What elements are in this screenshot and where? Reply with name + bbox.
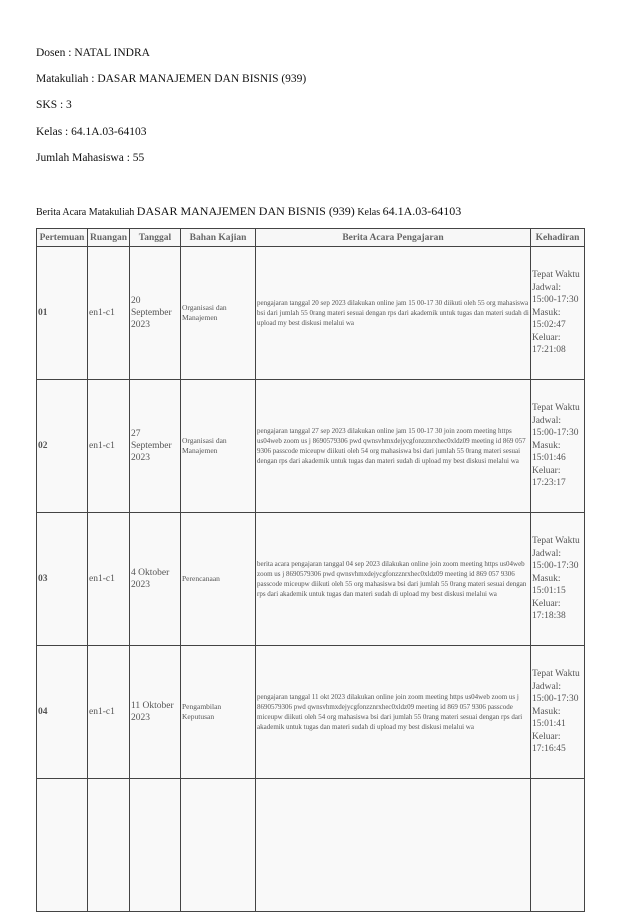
col-header-bahan-kajian: Bahan Kajian [181,229,256,247]
table-row [37,247,585,380]
cell-tanggal: 20 September 2023 [130,247,181,380]
cell-ruangan: en1-c1 [88,513,130,646]
table-row [37,646,585,779]
berita-acara-table [36,228,585,912]
cell-ruangan: en1-c1 [88,380,130,513]
cell-tanggal: 4 Oktober 2023 [130,513,181,646]
cell-kehadiran: Tepat Waktu Jadwal: 15:00-17:30 Masuk: 15:01:41 Keluar: 17:16:45 [531,646,585,779]
sks-line: SKS : 3 [36,99,72,111]
dosen-line: Dosen : NATAL INDRA [36,47,150,59]
cell-tanggal: 11 Oktober 2023 [130,646,181,779]
cell-tanggal: 27 September 2023 [130,380,181,513]
table-header-row [37,229,585,247]
col-header-pertemuan: Pertemuan [37,229,88,247]
caption-kelas: 64.1A.03-64103 [382,204,462,218]
matakuliah-line: Matakuliah : DASAR MANAJEMEN DAN BISNIS (939) [36,73,307,85]
cell-pertemuan: 03 [37,513,88,646]
cell-berita-acara: pengajaran tanggal 20 sep 2023 dilakukan online jam 15 00-17 30 diikuti oleh 55 org mahasiswa bsi dari jumlah 55 0rang materi sesuai dengan rps dari akademik untuk tugas dan materi sudah di upload my best diskusi melalui wa [256,247,531,380]
col-header-kehadiran: Kehadiran [531,229,585,247]
col-header-berita-acara: Berita Acara Pengajaran [256,229,531,247]
cell-pertemuan: 01 [37,247,88,380]
caption-prefix: Berita Acara Matakuliah [36,207,137,218]
caption-matakuliah: DASAR MANAJEMEN DAN BISNIS (939) [136,204,355,218]
cell-kehadiran: Tepat Waktu Jadwal: 15:00-17:30 Masuk: 15:02:47 Keluar: 17:21:08 [531,247,585,380]
col-header-ruangan: Ruangan [88,229,130,247]
col-header-tanggal: Tanggal [130,229,181,247]
cell-berita-acara: pengajaran tanggal 27 sep 2023 dilakukan online jam 15 00-17 30 join zoom meeting https us04web zoom us j 8690579306 pwd qwnsvhmxdejycgfonzznrxhec0xldz09 meeting id 869 057 9306 passcode miceupw diikuti oleh 54 org mahasiswa bsi dari jumlah 55 0rang materi sesuai dengan rps dari akademik untuk tugas dan materi sudah di upload my best diskusi melalui wa [256,380,531,513]
cell-kehadiran: Tepat Waktu Jadwal: 15:00-17:30 Masuk: 15:01:15 Keluar: 17:18:38 [531,513,585,646]
cell-bahan-kajian: Organisasi dan Manajemen [181,247,256,380]
cell-pertemuan: 02 [37,380,88,513]
table-row [37,380,585,513]
cell-bahan-kajian: Perencanaan [181,513,256,646]
kelas-line: Kelas : 64.1A.03-64103 [36,126,147,138]
cell-berita-acara: berita acara pengajaran tanggal 04 sep 2023 dilakukan online join zoom meeting https us04web zoom us j 8690579306 pwd qwnsvhmxdejycgfonzznrxhec0xldz09 meeting id 869 057 9306 passcode miceupw diikuti oleh 55 org mahasiswa bsi dari jumlah 55 0rang materi sesuai dengan rps dari akademik untuk tugas dan materi sudah di upload my best diskusi melalui wa [256,513,531,646]
table-row-continued [37,779,585,912]
caption-kelas-label: Kelas [354,207,383,218]
cell-pertemuan: 04 [37,646,88,779]
cell-ruangan: en1-c1 [88,247,130,380]
cell-bahan-kajian: Organisasi dan Manajemen [181,380,256,513]
cell-kehadiran: Tepat Waktu Jadwal: 15:00-17:30 Masuk: 15:01:46 Keluar: 17:23:17 [531,380,585,513]
cell-ruangan: en1-c1 [88,646,130,779]
table-caption [36,204,461,219]
table-row [37,513,585,646]
cell-berita-acara: pengajaran tanggal 11 okt 2023 dilakukan online join zoom meeting https us04web zoom us j 8690579306 pwd qwnsvhmxdejycgfonzznrxhec0xldz09 meeting id 869 057 9306 passcode miceupw diikuti oleh 54 org mahasiswa bsi dari jumlah 55 0rang materi sesuai dengan rps dari akademik untuk tugas dan materi sudah di upload my best diskusi melalui wa [256,646,531,779]
cell-bahan-kajian: Pengambilan Keputusan [181,646,256,779]
jumlah-mahasiswa-line: Jumlah Mahasiswa : 55 [36,152,145,164]
